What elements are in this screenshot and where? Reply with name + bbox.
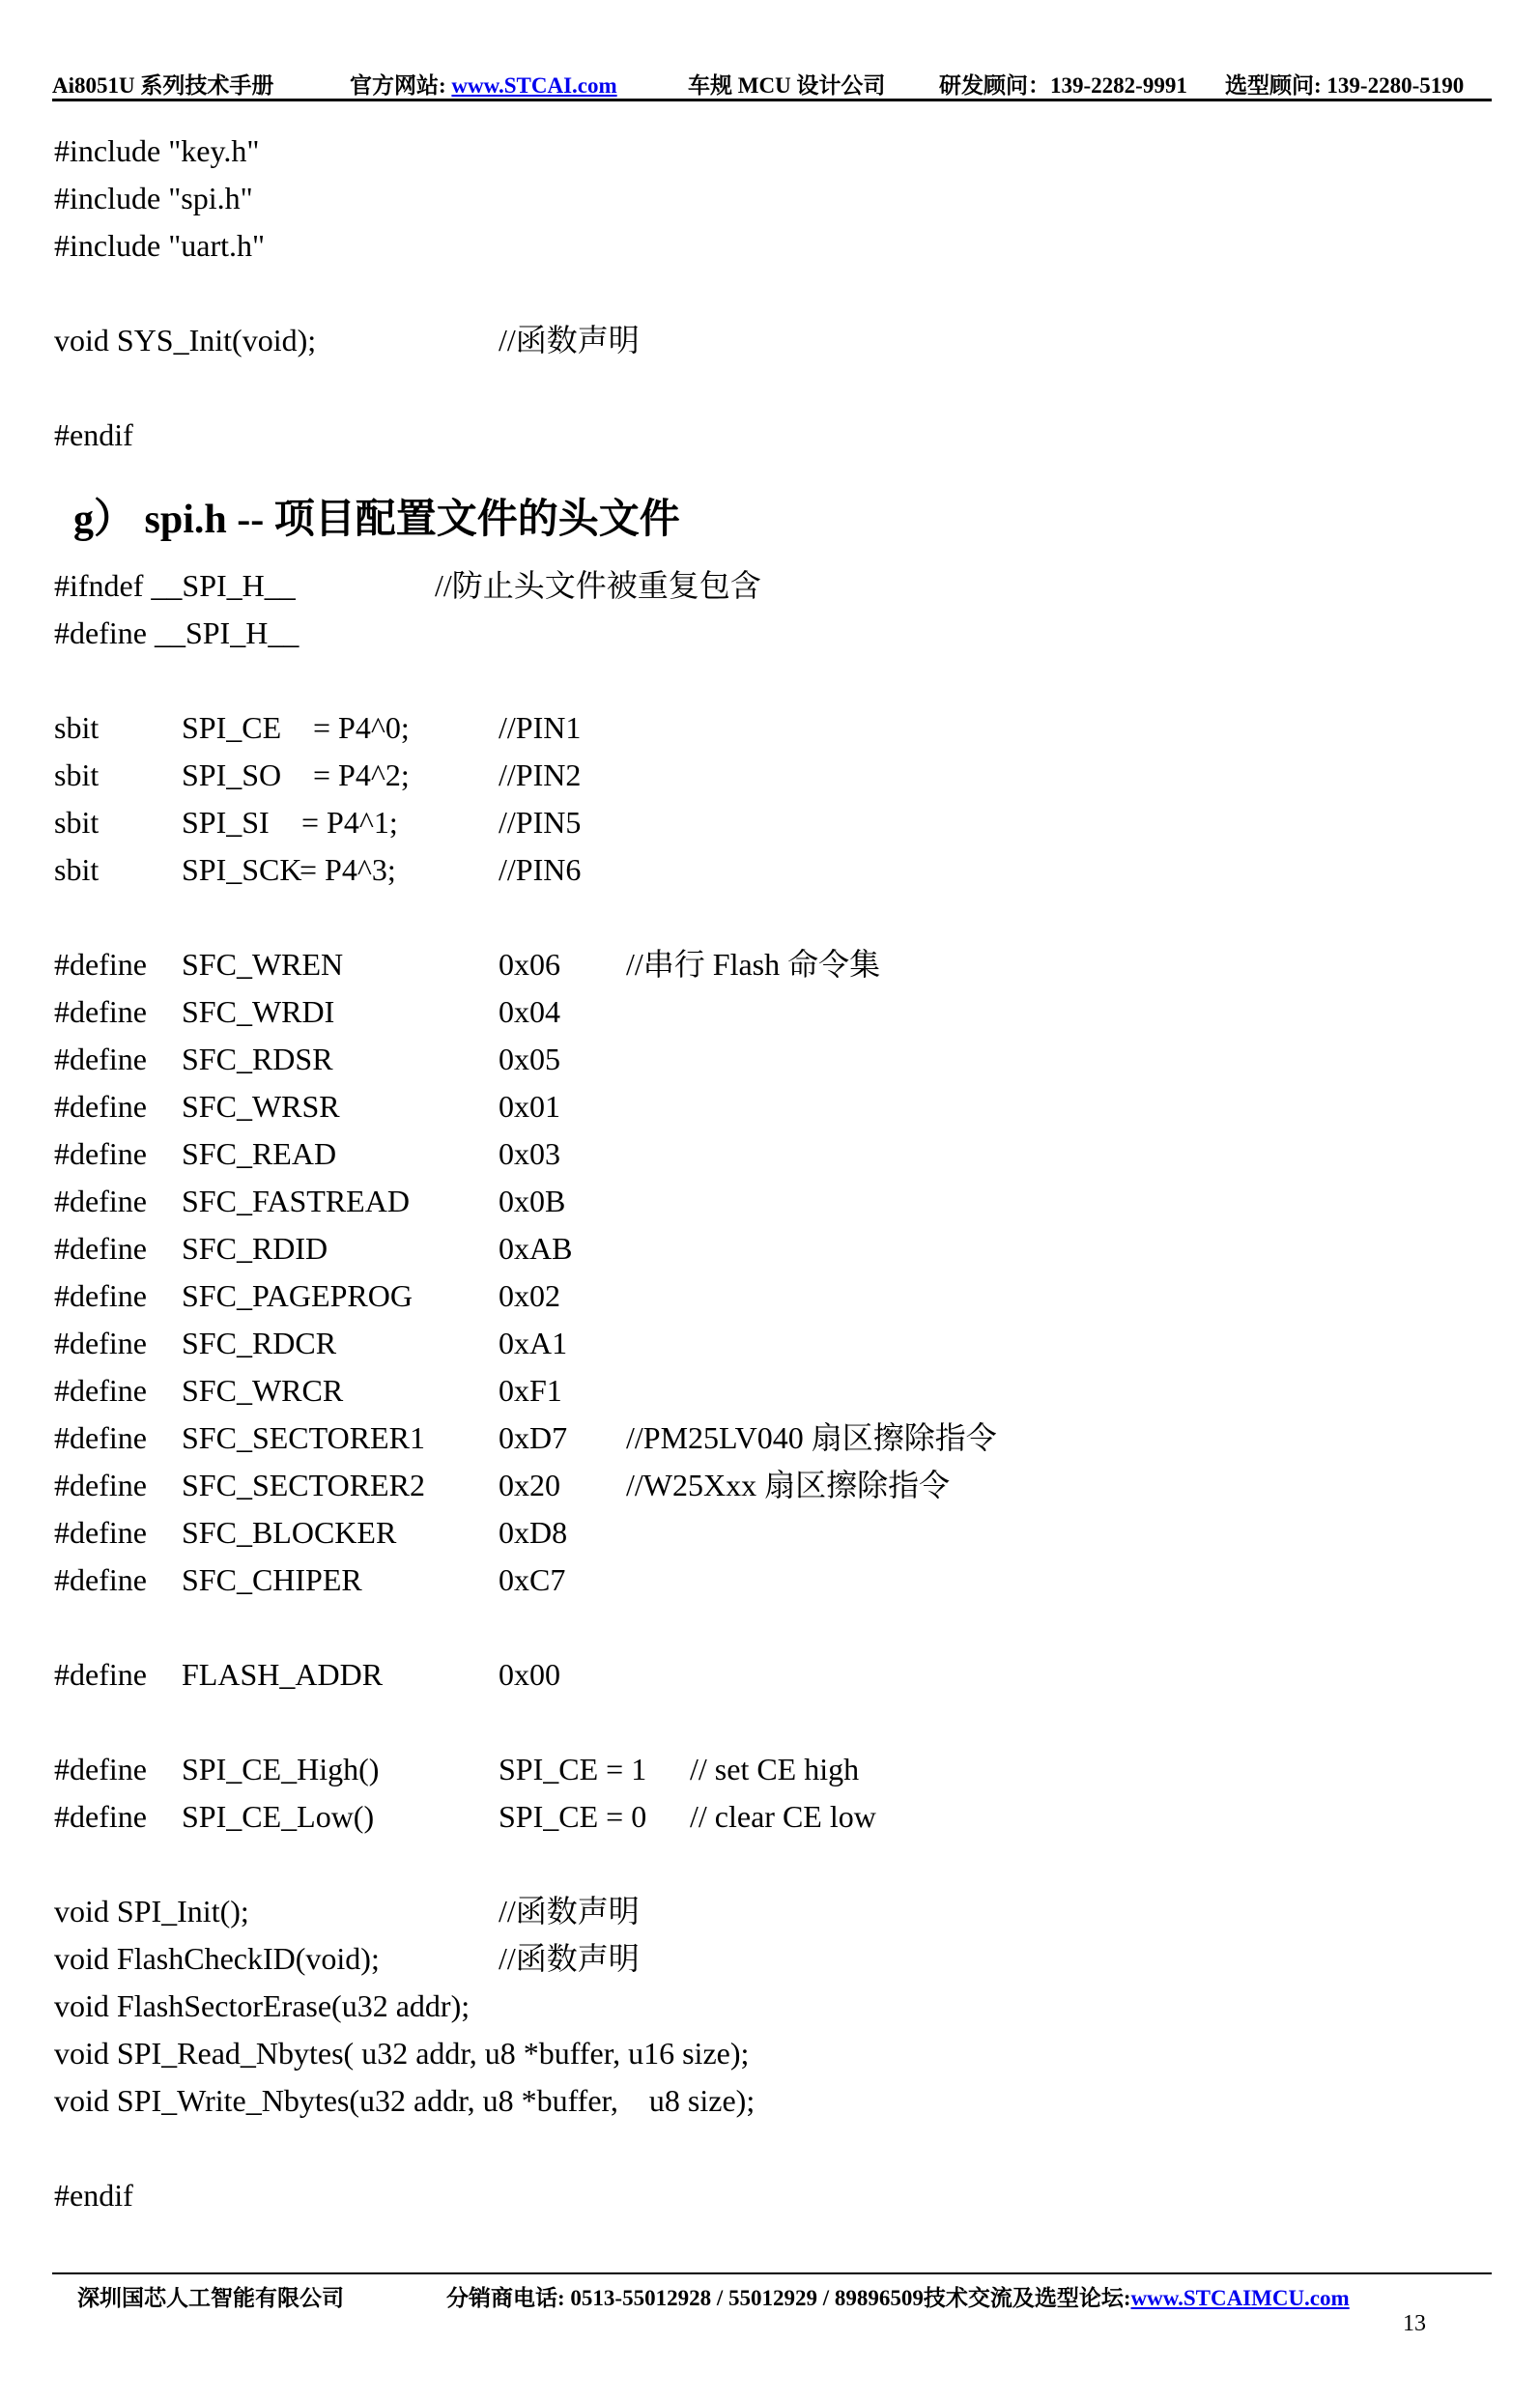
page-header (52, 68, 1492, 100)
website-label: 官方网站: (350, 73, 452, 98)
code-comment: //PIN6 (499, 852, 582, 887)
header-divider (52, 99, 1492, 101)
forum-link[interactable]: www.STCAIMCU.com (1130, 2286, 1350, 2310)
footer-contact (446, 2280, 1350, 2312)
rd-consultant: 研发顾问：139-2282-9991 (939, 73, 1187, 98)
footer-distributor: 分销商电话: 0513-55012928 / 55012929 / 89896509技术交流及选型论坛: (446, 2286, 1131, 2310)
section-heading: g） spi.h -- 项目配置文件的头文件 (73, 498, 680, 542)
footer-divider (52, 2272, 1492, 2274)
selection-consultant: 选型顾问: 139-2280-5190 (1225, 73, 1465, 98)
code-comment: //串行 Flash 命令集 (626, 947, 881, 982)
code-comment: //PIN2 (499, 757, 582, 792)
manual-title: Ai8051U 系列技术手册 (52, 73, 274, 98)
code-comment: //PIN5 (499, 805, 582, 840)
code-comment: //防止头文件被重复包含 (435, 568, 761, 603)
page-number: 13 (1403, 2311, 1426, 2336)
website-block (350, 68, 617, 100)
code-comment: // set CE high (690, 1752, 860, 1786)
company-tagline: 车规 MCU 设计公司 (688, 73, 886, 98)
code-comment: //函数声明 (499, 1894, 640, 1929)
code-comment: //函数声明 (499, 323, 640, 357)
code-comment: //W25Xxx 扇区擦除指令 (626, 1468, 951, 1502)
code-comment: // clear CE low (690, 1799, 876, 1834)
code-comment: //函数声明 (499, 1941, 640, 1976)
code-comment: //PIN1 (499, 710, 582, 745)
code-comment: //PM25LV040 扇区擦除指令 (626, 1420, 997, 1455)
website-link[interactable]: www.STCAI.com (451, 73, 617, 98)
footer-company: 深圳国芯人工智能有限公司 (77, 2286, 344, 2310)
